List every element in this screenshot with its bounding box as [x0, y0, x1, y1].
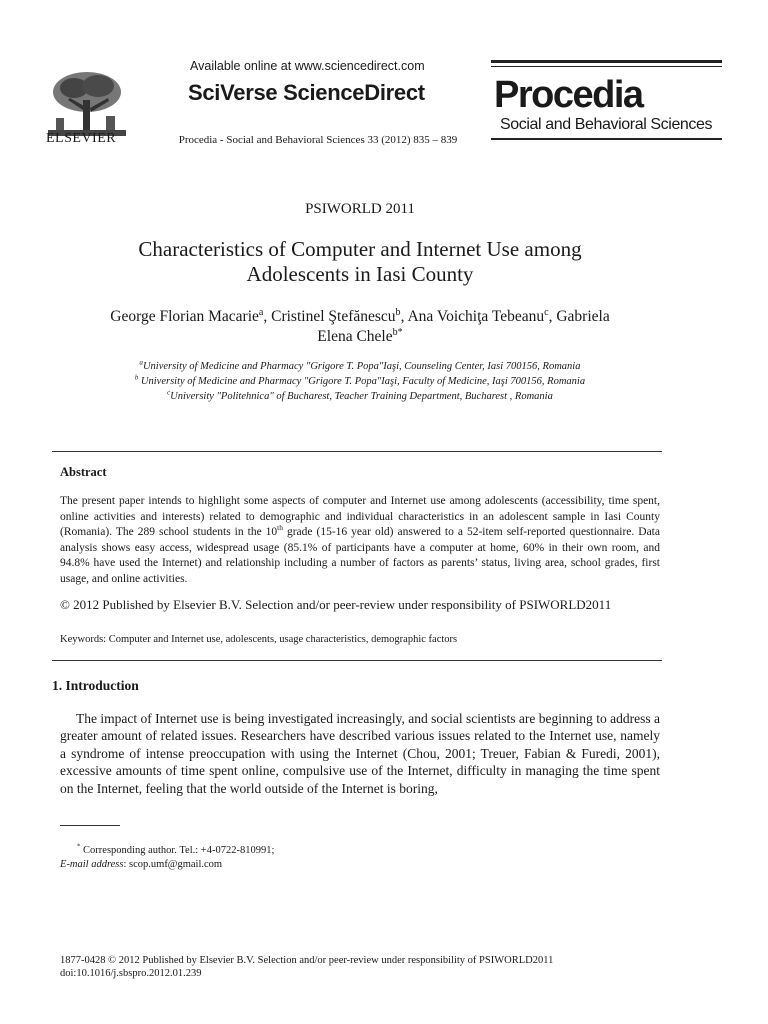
- procedia-top-rule: [491, 60, 722, 63]
- abstract-heading: Abstract: [60, 465, 107, 479]
- abstract-text: [60, 494, 660, 588]
- affil-mark: a: [139, 359, 143, 367]
- doi-line: doi:10.1016/j.sbspro.2012.01.239: [60, 968, 202, 979]
- footnote-corresponding: [77, 845, 274, 856]
- title-line-1: Characteristics of Computer and Internet Use among: [138, 237, 582, 261]
- affil-mark: c: [167, 389, 171, 397]
- abstract-bottom-rule: [52, 660, 662, 661]
- issn-line: 1877-0428 © 2012 Published by Elsevier B.V. Selection and/or peer-review under responsibility of PSIWORLD2011: [60, 955, 554, 966]
- footnote-mark: *: [77, 843, 81, 851]
- affiliations: [50, 359, 670, 404]
- introduction-paragraph: The impact of Internet use is being investigated increasingly, and social scientists are beginning to address a greater amount of related issues. Researchers have described various issues related to the Internet use, namely a syndrome of intense preoccupation with using the Internet (Chou, 2001; Treuer, Fabian & Furedi, 2001), excessive amounts of time spent online, compulsive use of the Internet, difficulty in managing the time spent on the Internet, feeling that the world outside of the Internet is boring,: [60, 711, 660, 796]
- affil-text: University of Medicine and Pharmacy "Grigore T. Popa"Iaşi, Counseling Center, Iasi 700156, Romania: [142, 361, 581, 372]
- email-label: E-mail address: [60, 859, 124, 870]
- abstract-top-rule: [52, 451, 662, 452]
- email-value: : scop.umf@gmail.com: [123, 859, 223, 870]
- keywords-line: Keywords: Computer and Internet use, adolescents, usage characteristics, demographic factors: [60, 634, 458, 645]
- procedia-logo: Procedia: [494, 74, 643, 116]
- footnote-email: [60, 859, 222, 870]
- author-affil-mark: b: [395, 306, 401, 318]
- affil-mark: b: [134, 374, 139, 382]
- author-affil-mark: b*: [392, 326, 403, 338]
- paper-title: [80, 237, 640, 287]
- affiliation-line: [50, 359, 670, 374]
- affiliation-line: [50, 374, 670, 389]
- author-name: Elena Chele: [317, 328, 393, 345]
- author-separator: ,: [263, 308, 272, 325]
- author-separator: , Gabriela: [548, 308, 610, 325]
- footnote-text: Corresponding author. Tel.: +4-0722-810991;: [80, 845, 275, 856]
- abstract-part: The present paper intends to highlight some aspects of computer and Internet use among adolescents (accessibility, time spent, online activities and interests) related to demographic and individual characteristics in an adolescent sample in Iasi County (Romania). The 289 school students in the 10: [60, 495, 660, 539]
- sciverse-sciencedirect-logo: SciVerse ScienceDirect: [188, 80, 425, 105]
- author-list: [50, 307, 670, 347]
- conference-name: PSIWORLD 2011: [305, 201, 415, 217]
- journal-reference: Procedia - Social and Behavioral Sciences 33 (2012) 835 – 839: [178, 134, 458, 146]
- elsevier-wordmark: ELSEVIER: [46, 131, 117, 146]
- abstract-part: grade (15-16 year old) answered to a 52-item self-reported questionnaire. Data analysis shows easy access, widespread usage (85.1% of participants have a computer at home, 60% in their own room, and 94.8% have used the Internet) and relationship including a number of factors as parents’ status, living area, school grades, first usage, and online activities.: [60, 526, 660, 585]
- affil-text: University of Medicine and Pharmacy "Grigore T. Popa"Iaşi, Faculty of Medicine, Iaşi 700156, Romania: [138, 376, 586, 387]
- section-heading-introduction: 1. Introduction: [52, 678, 139, 693]
- author-name: George Florian Macarie: [110, 308, 259, 325]
- procedia-top-rule-thin: [491, 66, 722, 67]
- author-affil-mark: c: [544, 306, 549, 318]
- abstract-sup: th: [277, 523, 283, 533]
- title-line-2: Adolescents in Iasi County: [246, 262, 474, 286]
- available-online-text: Available online at www.sciencedirect.com: [190, 59, 425, 73]
- issn-doi-block: [60, 954, 553, 980]
- copyright-line: © 2012 Published by Elsevier B.V. Selection and/or peer-review under responsibility of PSIWORLD2011: [60, 597, 612, 612]
- author-separator: ,: [400, 308, 408, 325]
- author-name: Ana Voichiţa Tebeanu: [407, 308, 545, 325]
- author-name: Cristinel Ştefănescu: [271, 308, 396, 325]
- author-affil-mark: a: [258, 306, 264, 318]
- affil-text: University "Politehnica" of Bucharest, Teacher Training Department, Bucharest , Romania: [170, 391, 553, 402]
- procedia-subtitle: Social and Behavioral Sciences: [500, 116, 713, 133]
- procedia-bottom-rule: [491, 138, 722, 140]
- affiliation-line: [50, 389, 670, 404]
- footnote-rule: [60, 825, 120, 826]
